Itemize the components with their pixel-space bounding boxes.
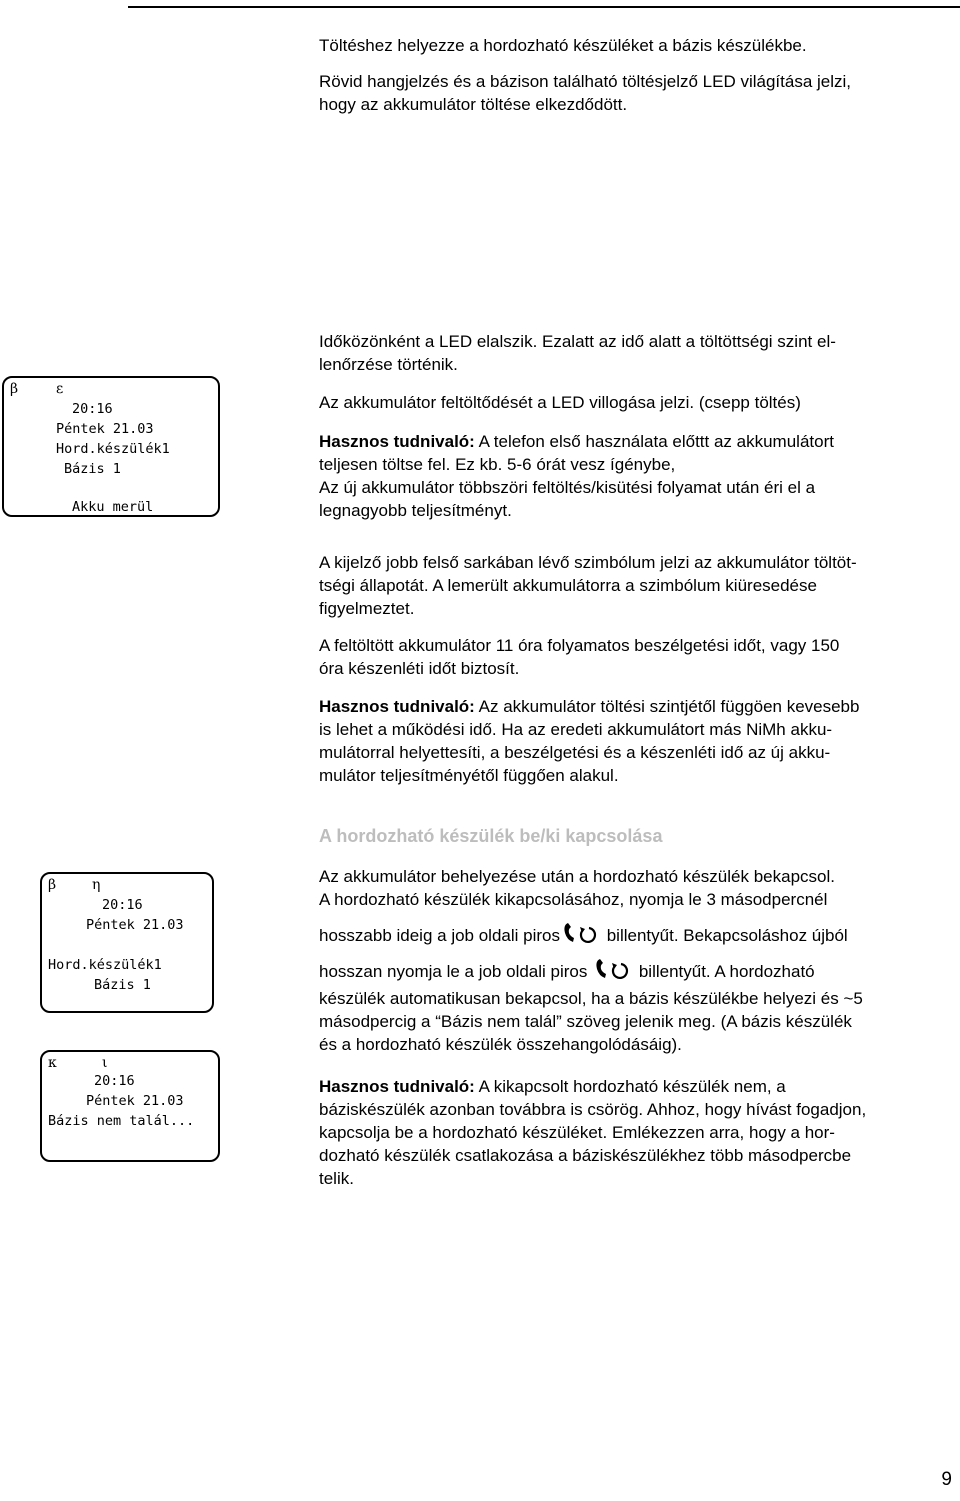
lcd-date: Péntek 21.03 (86, 1093, 184, 1109)
lcd-display-base-not-found (40, 1050, 220, 1162)
paragraph-power-on-key: hosszan nyomja le a job oldali piros billentyűt. A hordozható készülék automatikusan bekapcsol, ha a bázis készülékbe helyezi és ~5 másodpercig a “Bázis nem talál” szöveg jelenik meg. (A bázis készülék és a hordozható készülék összehangolódásáig). (319, 957, 863, 1056)
tip-power-off: Hasznos tudnivaló: A kikapcsolt hordozható készülék nem, a báziskészülék azonban továbbra is csörög. Ahhoz, hogy hívást fogadjon, kapcsolja be a hordozható készüléket. Emlékezzen arra, hogy a hor- dozható készülék csatlakozása a báziskészülékhez több másodpercbe telik. (319, 1077, 867, 1188)
lcd-time: 20:16 (102, 897, 143, 913)
paragraph-power-on: Az akkumulátor behelyezése után a hordozható készülék bekapcsol. A hordozható készülék kikapcsolásához, nyomja le 3 másodpercnél (319, 867, 835, 909)
lcd-base-name: Bázis 1 (64, 461, 121, 477)
lcd-status: Akku merül (72, 499, 154, 515)
top-rule (128, 6, 960, 8)
section-heading: A hordozható készülék be/ki kapcsolása (319, 826, 663, 846)
lcd-symbol-right: ε (56, 381, 64, 397)
lcd-time: 20:16 (72, 401, 113, 417)
tip-first-use: Hasznos tudnivaló: A telefon első használata előttt az akkumulátort teljesen töltse fel. Ez kb. 5-6 órát vesz ígénybe, Az új akkumulátor többszöri feltöltés/kisütési folyamat után éri el a legnagyobb teljesítményt. (319, 432, 834, 520)
lcd-symbol-left: β (48, 877, 57, 893)
paragraph-led-off: Időközönként a LED elalszik. Ezalatt az idő alatt a töltöttségi szint el- lenőrzése történik. (319, 332, 836, 374)
lcd-time: 20:16 (94, 1073, 135, 1089)
lcd-date: Péntek 21.03 (56, 421, 154, 437)
tip-battery-level: Hasznos tudnivaló: Az akkumulátor töltési szintjétől függöen kevesebb is lehet a működési idő. Ha az eredeti akkumulátort más NiMh akku- mulátorral helyettesíti, a beszélgetési és a készenléti idő az új akku- mulátor teljesítményétől függően alakul. (319, 697, 860, 785)
lcd-symbol-right: η (92, 877, 101, 893)
lcd-display-idle (40, 872, 214, 1013)
lcd-symbol-left: β (10, 381, 19, 397)
lcd-handset-name: Hord.készülék1 (48, 957, 162, 973)
paragraph-battery-time: A feltöltött akkumulátor 11 óra folyamatos beszélgetési időt, vagy 150 óra készenléti időt biztosít. (319, 636, 840, 678)
lcd-symbol-left: κ (48, 1055, 57, 1071)
lcd-handset-name: Hord.készülék1 (56, 441, 170, 457)
paragraph-charging: Töltéshez helyezze a hordozható készüléket a bázis készülékbe. (319, 36, 807, 55)
lcd-status: Bázis nem talál... (48, 1113, 195, 1129)
page-number: 9 (941, 1469, 952, 1490)
end-call-power-key-icon (594, 957, 632, 987)
lcd-display-battery-low (2, 376, 220, 517)
lcd-symbol-right: ι (102, 1055, 108, 1071)
lcd-date: Péntek 21.03 (86, 917, 184, 933)
paragraph-toltes-kezdodott: Rövid hangjelzés és a bázison található töltésjelző LED világítása jelzi, hogy az akkumulátor töltése elkezdődött. (319, 72, 852, 114)
paragraph-battery-symbol: A kijelző jobb felső sarkában lévő szimbólum jelzi az akkumulátor töltöt- tségi állapotát. A lemerült akkumulátorra a szimbólum kiüresedése figyelmeztet. (319, 553, 857, 618)
end-call-power-key-icon (562, 921, 600, 951)
paragraph-power-off-key: hosszabb ideig a job oldali piros billentyűt. Bekapcsoláshoz újból (319, 921, 848, 951)
lcd-base-name: Bázis 1 (94, 977, 151, 993)
paragraph-trickle-charge: Az akkumulátor feltöltődését a LED villogása jelzi. (csepp töltés) (319, 393, 801, 412)
